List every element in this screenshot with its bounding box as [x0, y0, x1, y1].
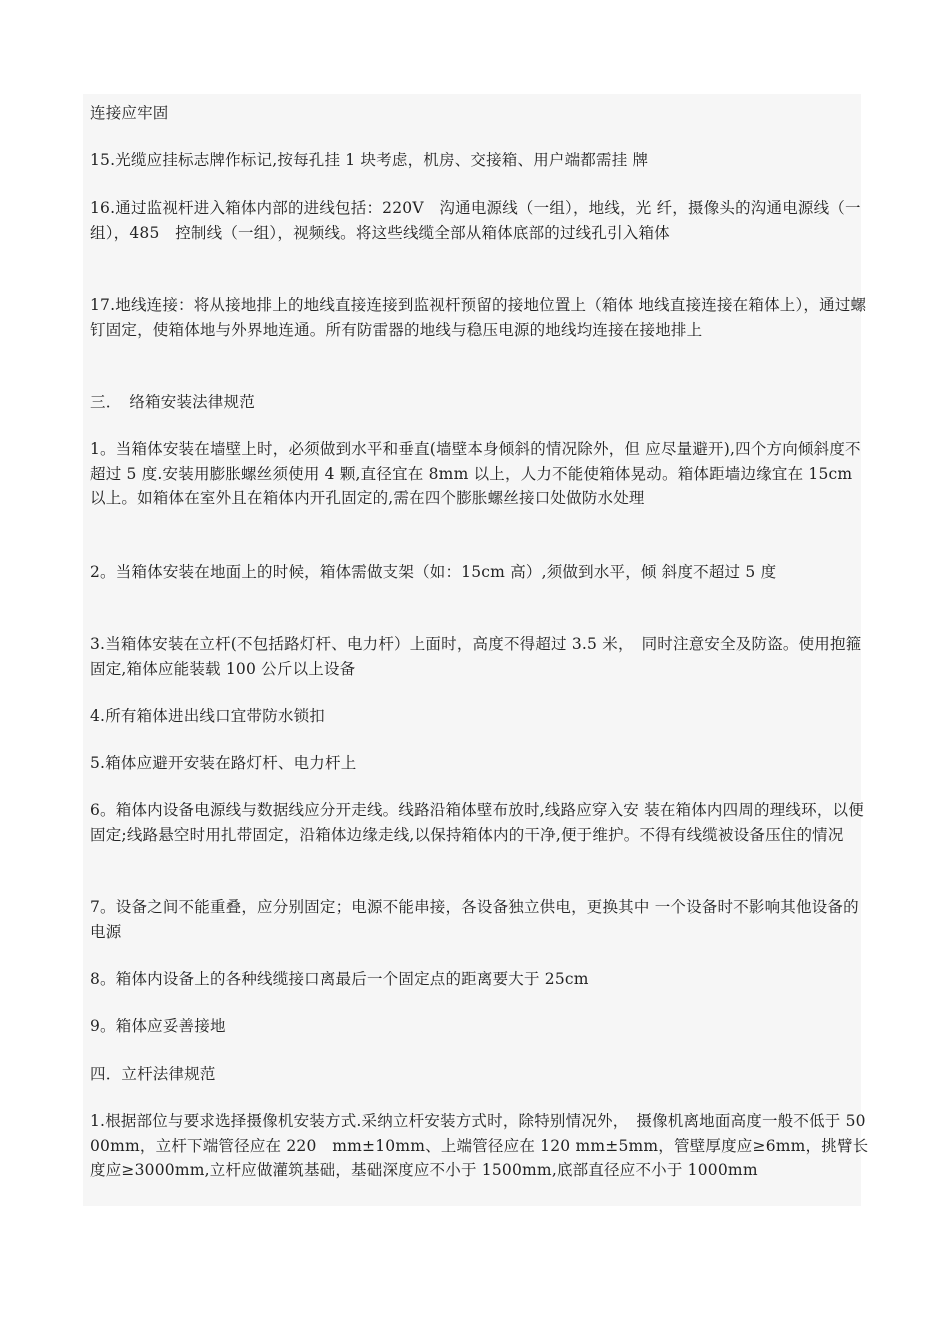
paragraph-item-17: 17.地线连接：将从接地排上的地线直接连接到监视杆预留的接地位置上（箱体 地线直接连接在箱体上），通过螺钉固定，使箱体地与外界地连通。所有防雷器的地线与稳压电源的地线均连接在接地排上 — [90, 296, 867, 339]
paragraph-rule-9: 9。箱体应妥善接地 — [90, 1017, 226, 1035]
paragraph-rule-3: 3.当箱体安装在立杆(不包括路灯杆、电力杆）上面时，高度不得超过 3.5 米， 同时注意安全及防盗。使用抱箍固定,箱体应能装载 100 公斤以上设备 — [90, 635, 862, 678]
paragraph-rule-2: 2。当箱体安装在地面上的时候，箱体需做支架（如：15cm 高）,须做到水平，倾 斜度不超过 5 度 — [90, 563, 777, 581]
paragraph-pole-1: 1.根据部位与要求选择摄像机安装方式.采纳立杆安装方式时，除特别情况外， 摄像机离地面高度一般不低于 5000mm，立杆下端管径应在 220 mm±10mm、上端管径应在 120 mm±5mm，管壁厚度应≥6mm，挑臂长度应≥3000mm,立杆应做灌筑基础，基础深度应不小于 1500mm,底部直径应不小于 1000mm — [90, 1112, 869, 1179]
paragraph-rule-1: 1。当箱体安装在墙壁上时，必须做到水平和垂直(墙壁本身倾斜的情况除外，但 应尽量避开),四个方向倾斜度不超过 5 度.安装用膨胀螺丝须使用 4 颗,直径宜在 8mm 以上，人力不能使箱体晃动。箱体距墙边缘宜在 15cm 以上。如箱体在室外且在箱体内开孔固定的,需在四个膨胀螺丝接口处做防水处理 — [90, 440, 861, 507]
section-heading-4: 四．立杆法律规范 — [90, 1065, 216, 1083]
paragraph-item-16: 16.通过监视杆进入箱体内部的进线包括：220V 沟通电源线（一组），地线，光 纤，摄像头的沟通电源线（一组），485 控制线（一组），视频线。将这些线缆全部从箱体底部的过线孔引入箱体 — [90, 199, 861, 242]
paragraph-item-15: 15.光缆应挂标志牌作标记,按每孔挂 1 块考虑，机房、交接箱、用户端都需挂 牌 — [90, 151, 649, 169]
section-heading-3: 三． 络箱安装法律规范 — [90, 393, 255, 411]
paragraph-rule-5: 5.箱体应避开安装在路灯杆、电力杆上 — [90, 754, 357, 772]
paragraph-rule-8: 8。箱体内设备上的各种线缆接口离最后一个固定点的距离要大于 25cm — [90, 970, 589, 988]
paragraph-rule-7: 7。设备之间不能重叠，应分别固定；电源不能串接，各设备独立供电，更换其中 一个设备时不影响其他设备的电源 — [90, 898, 859, 941]
paragraph-0: 连接应牢固 — [90, 104, 169, 122]
paragraph-rule-4: 4.所有箱体进出线口宜带防水锁扣 — [90, 707, 325, 725]
paragraph-rule-6: 6。箱体内设备电源线与数据线应分开走线。线路沿箱体壁布放时,线路应穿入安 装在箱体内四周的理线环，以便固定;线路悬空时用扎带固定，沿箱体边缘走线,以保持箱体内的干净,便于维护。不得有线缆被设备压住的情况 — [90, 801, 864, 844]
